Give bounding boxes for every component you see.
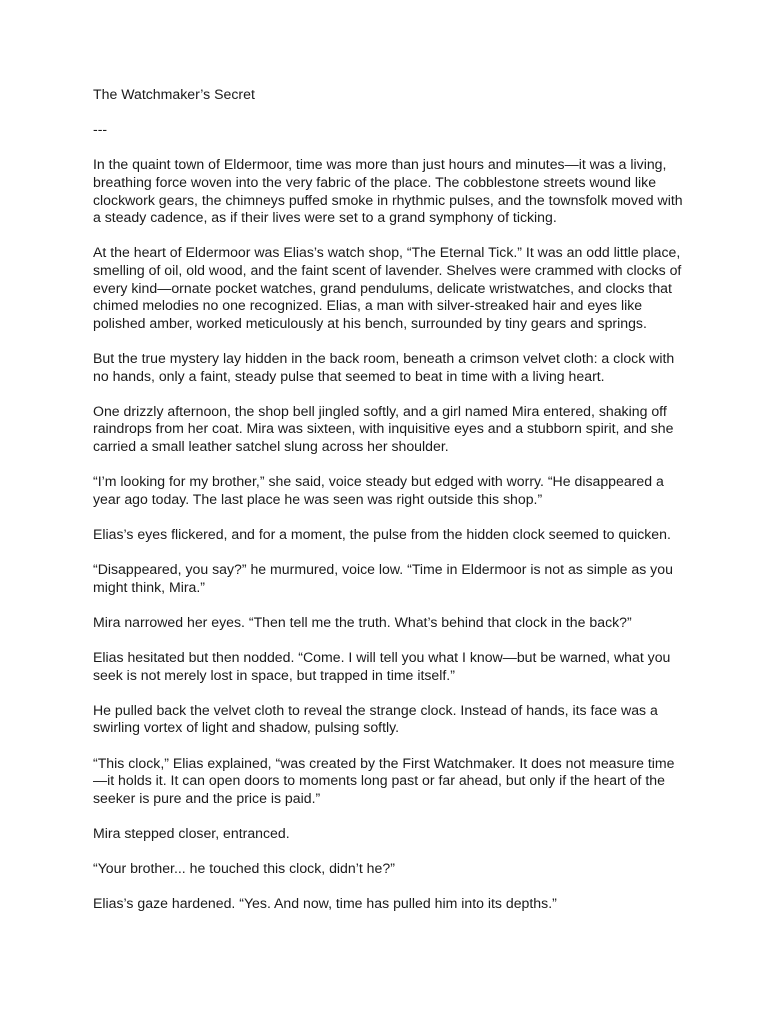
- paragraph: Mira narrowed her eyes. “Then tell me the truth. What’s behind that clock in the back?”: [93, 613, 632, 630]
- paragraph: In the quaint town of Eldermoor, time was more than just hours and minutes—it was a living, breathing force woven into the very fabric of the place. The cobblestone streets wound like clockwork gears, the chimneys puffed smoke in rhythmic pulses, and the townsfolk moved with a steady cadence, as if their lives were set to a grand symphony of ticking.: [93, 156, 683, 226]
- section-separator: ---: [93, 121, 108, 138]
- paragraph: “Your brother... he touched this clock, didn’t he?”: [93, 860, 395, 877]
- paragraph: One drizzly afternoon, the shop bell jingled softly, and a girl named Mira entered, shaking off raindrops from her coat. Mira was sixteen, with inquisitive eyes and a stubborn spirit, and she carried a small leather satchel slung across her shoulder.: [93, 402, 674, 454]
- document-body: [93, 86, 683, 931]
- document-title: The Watchmaker’s Secret: [93, 86, 255, 102]
- paragraph: He pulled back the velvet cloth to reveal the strange clock. Instead of hands, its face was a swirling vortex of light and shadow, pulsing softly.: [93, 701, 658, 736]
- paragraph: “Disappeared, you say?” he murmured, voice low. “Time in Eldermoor is not as simple as you might think, Mira.”: [93, 561, 673, 595]
- paragraph: Elias hesitated but then nodded. “Come. I will tell you what I know—but be warned, what you seek is not merely lost in space, but trapped in time itself.”: [93, 649, 671, 683]
- paragraph: “I’m looking for my brother,” she said, voice steady but edged with worry. “He disappeared a year ago today. The last place he was seen was right outside this shop.”: [93, 473, 664, 507]
- paragraph: “This clock,” Elias explained, “was created by the First Watchmaker. It does not measure time—it holds it. It can open doors to moments long past or far ahead, but only if the heart of the seeker is pure and the price is paid.”: [93, 754, 675, 806]
- paragraph: At the heart of Eldermoor was Elias’s watch shop, “The Eternal Tick.” It was an odd little place, smelling of oil, old wood, and the faint scent of lavender. Shelves were crammed with clocks of every kind—ornate pocket watches, grand pendulums, delicate wristwatches, and clocks that chimed melodies no one recognized. Elias, a man with silver-streaked hair and eyes like polished amber, worked meticulously at his bench, surrounded by tiny gears and springs.: [93, 244, 682, 331]
- paragraph: But the true mystery lay hidden in the back room, beneath a crimson velvet cloth: a clock with no hands, only a faint, steady pulse that seemed to beat in time with a living heart.: [93, 349, 675, 384]
- paragraph: Elias’s gaze hardened. “Yes. And now, time has pulled him into its depths.”: [93, 895, 557, 912]
- paragraph: Mira stepped closer, entranced.: [93, 824, 290, 841]
- paragraph: Elias’s eyes flickered, and for a moment, the pulse from the hidden clock seemed to quicken.: [93, 525, 671, 542]
